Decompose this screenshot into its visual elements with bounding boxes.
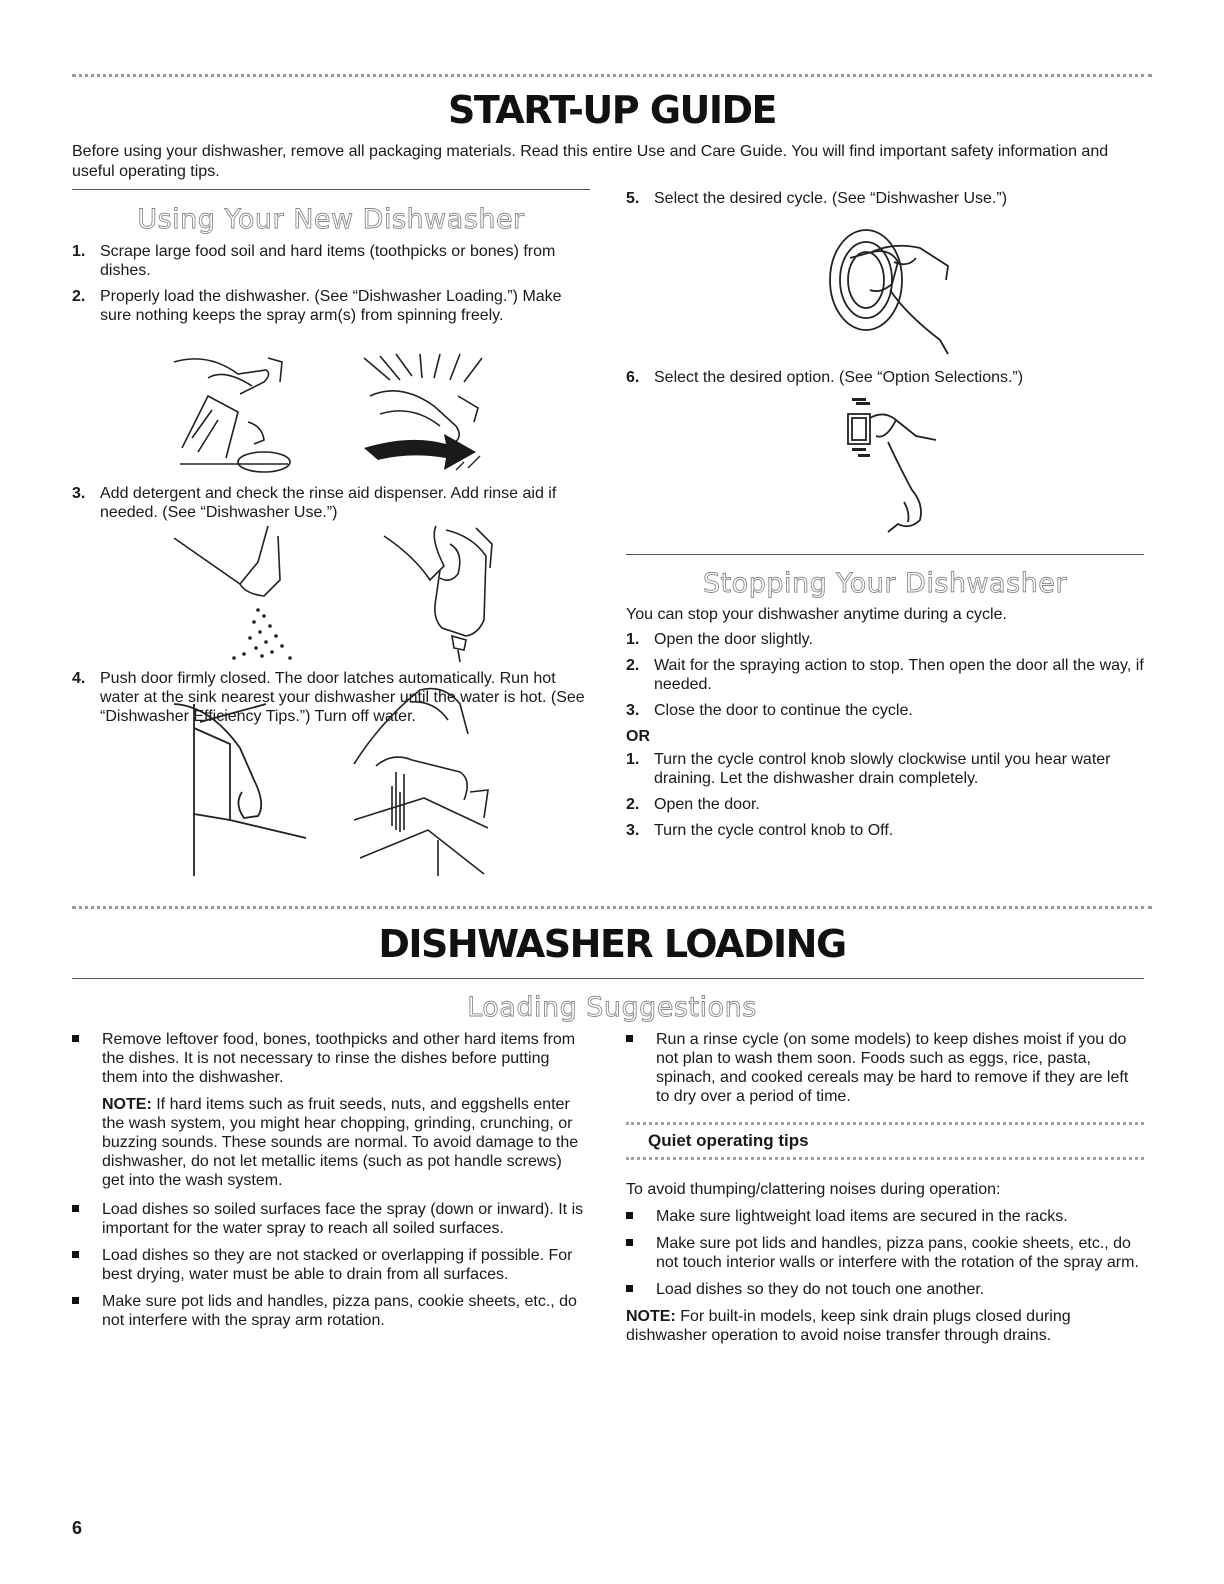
quiet-note: NOTE: For built-in models, keep sink drain plugs closed during dishwasher operation to avoid noise transfer through drains. bbox=[626, 1308, 1071, 1344]
step-5: 5. Select the desired cycle. (See “Dishwasher Use.”) bbox=[626, 190, 1008, 207]
loading-note: NOTE: If hard items such as fruit seeds, nuts, and eggshells enter the wash system, you might hear chopping, grinding, crunching, or buzzing sounds. These sounds are normal. To avoid damage to the dishwasher, do not let metallic items (such as pot handle screws) get into the wash system. bbox=[102, 1096, 579, 1189]
loading-bullet-4: Make sure pot lids and handles, pizza pans, cookie sheets, etc., do not interfere with the spray arm rotation. bbox=[72, 1292, 584, 1330]
quiet-tips-box bbox=[626, 1122, 1144, 1160]
startup-intro: Before using your dishwasher, remove all packaging materials. Read this entire Use and Care Guide. You will find important safety information and useful operating tips. bbox=[72, 143, 1109, 180]
stop-a-3: 3. Close the door to continue the cycle. bbox=[626, 702, 913, 719]
cycle-knob-illustration bbox=[820, 222, 960, 358]
detergent-pour-illustration bbox=[172, 526, 302, 666]
loading-bullet-1: Remove leftover food, bones, toothpicks and other hard items from the dishes. It is not necessary to rinse the dishes before putting them into the dishwasher. bbox=[72, 1030, 584, 1087]
step-2: 2. Properly load the dishwasher. (See “Dishwasher Loading.”) Make sure nothing keeps the spray arm(s) from spinning freely. bbox=[72, 288, 562, 324]
or-label: OR bbox=[626, 728, 650, 745]
stop-a-2: 2. Wait for the spraying action to stop. Then open the door all the way, if needed. bbox=[626, 657, 1144, 693]
quiet-bullet-3: Load dishes so they do not touch one another. bbox=[626, 1280, 1144, 1299]
loading-left-column bbox=[72, 1030, 584, 1338]
stopping-intro: You can stop your dishwasher anytime during a cycle. bbox=[626, 606, 1007, 623]
using-heading: Using Your New Dishwasher bbox=[137, 204, 525, 235]
middle-dotted-rule bbox=[72, 906, 1152, 909]
quiet-tips-list bbox=[626, 1180, 1144, 1351]
stop-b-2: 2. Open the door. bbox=[626, 796, 760, 813]
top-dotted-rule bbox=[72, 74, 1152, 77]
quiet-bullet-1: Make sure lightweight load items are secured in the racks. bbox=[626, 1207, 1144, 1226]
quiet-bottom-dotted-rule bbox=[626, 1157, 1144, 1160]
sink-faucet-illustration bbox=[352, 680, 492, 880]
quiet-bullet-2: Make sure pot lids and handles, pizza pans, cookie sheets, etc., do not touch interior walls or interfere with the rotation of the spray arm. bbox=[626, 1234, 1144, 1272]
quiet-intro: To avoid thumping/clattering noises during operation: bbox=[626, 1181, 1001, 1198]
right-section-rule bbox=[626, 554, 1144, 555]
stopping-section bbox=[626, 605, 1144, 847]
left-section-rule bbox=[72, 189, 590, 190]
rinse-cycle-bullet: Run a rinse cycle (on some models) to keep dishes moist if you do not plan to wash them soon. Foods such as eggs, rice, pasta, spinach, and cooked cereals may be hard to remove if they are left to dry over a period of time. bbox=[626, 1030, 1144, 1106]
loading-bullet-3: Load dishes so they are not stacked or overlapping if possible. For best drying, water must be able to drain from all surfaces. bbox=[72, 1246, 584, 1284]
stopping-heading: Stopping Your Dishwasher bbox=[702, 568, 1068, 599]
rinse-aid-illustration bbox=[380, 522, 500, 666]
step-3: 3. Add detergent and check the rinse aid dispenser. Add rinse aid if needed. (See “Dishwasher Use.”) bbox=[72, 485, 557, 521]
loading-heading: Loading Suggestions bbox=[467, 992, 757, 1023]
quiet-top-dotted-rule bbox=[626, 1122, 1144, 1125]
step-6: 6. Select the desired option. (See “Option Selections.”) bbox=[626, 369, 1024, 386]
loading-rule bbox=[72, 978, 1144, 979]
loading-dishes-illustration bbox=[168, 352, 298, 476]
startup-title: START-UP GUIDE bbox=[447, 88, 777, 132]
spray-arm-illustration bbox=[360, 352, 490, 476]
steps-1-2 bbox=[72, 242, 582, 332]
step-4: 4. Push door firmly closed. The door latches automatically. Run hot water at the sink nearest your dishwasher until the water is hot. (See “Dishwasher Efficiency Tips.”) Turn off water. bbox=[72, 670, 585, 725]
door-closing-illustration bbox=[170, 700, 310, 880]
page-number: 6 bbox=[72, 1518, 83, 1538]
loading-right-column bbox=[626, 1030, 1144, 1114]
option-button-illustration bbox=[840, 396, 950, 540]
stop-a-1: 1. Open the door slightly. bbox=[626, 631, 813, 648]
step-1: 1. Scrape large food soil and hard items (toothpicks or bones) from dishes. bbox=[72, 243, 556, 279]
loading-bullet-2: Load dishes so soiled surfaces face the spray (down or inward). It is important for the water spray to reach all soiled surfaces. bbox=[72, 1200, 584, 1238]
stop-b-3: 3. Turn the cycle control knob to Off. bbox=[626, 822, 894, 839]
quiet-tips-title: Quiet operating tips bbox=[648, 1131, 809, 1150]
loading-title: DISHWASHER LOADING bbox=[378, 922, 846, 966]
stop-b-1: 1. Turn the cycle control knob slowly clockwise until you hear water draining. Let the dishwasher drain completely. bbox=[626, 751, 1111, 787]
